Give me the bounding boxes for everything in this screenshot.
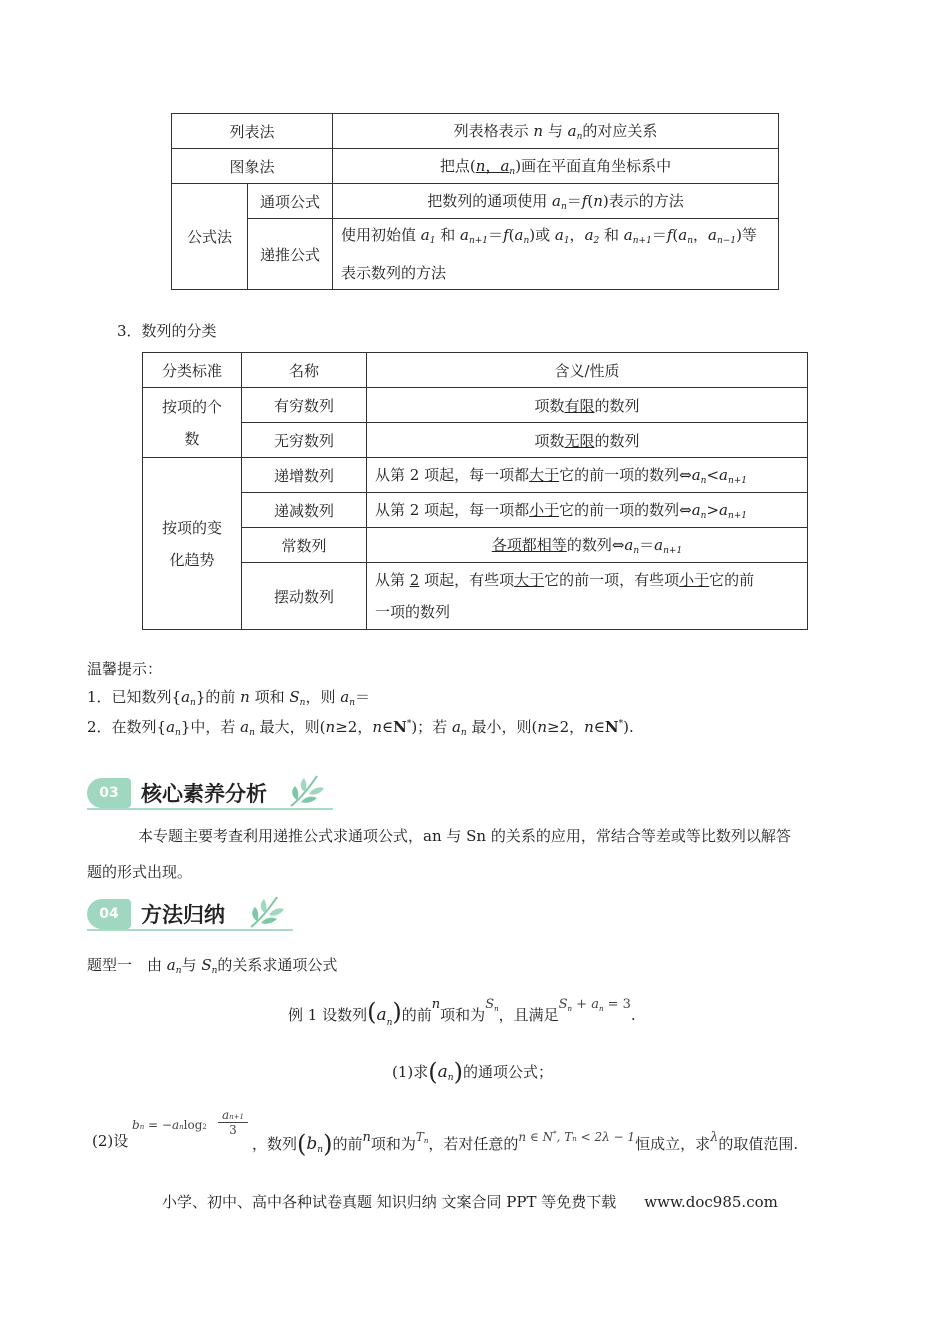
representation-table bbox=[171, 113, 779, 290]
table-cell: 把点(n，$a_n$)画在平面直角坐标系中 bbox=[333, 149, 779, 184]
table-cell: 从第 2 项起，每一项都大于它的前一项的数列$\Leftrightarrow a_n<a_{n+1}$ bbox=[367, 458, 808, 493]
table-cell: 各项都相等的数列$\Leftrightarrow a_n=a_{n+1}$ bbox=[367, 528, 808, 563]
table-cell: 有穷数列 bbox=[242, 388, 367, 423]
recursive-desc-line2: 表示数列的方法 bbox=[341, 264, 447, 282]
leaf-icon bbox=[247, 895, 287, 931]
table-cell: 从第 2 项起，有些项大于它的前一项，有些项小于它的前 一项的数列 bbox=[367, 563, 808, 630]
table-cell: 按项的个 数 bbox=[143, 388, 242, 458]
table-cell: 把数列的通项使用 $a_n=f(n)$表示的方法 bbox=[333, 184, 779, 219]
table-cell: 从第 2 项起，每一项都小于它的前一项的数列$\Leftrightarrow a_n>a_{n+1}$ bbox=[367, 493, 808, 528]
table-cell: 递减数列 bbox=[242, 493, 367, 528]
section-title: 方法归纳 bbox=[141, 903, 225, 927]
table-cell: 通项公式 bbox=[248, 184, 333, 219]
section-title: 核心素养分析 bbox=[141, 782, 267, 806]
recursive-desc-line1: 使用初始值 $a_1$ 和 $a_{n+1}=f(a_n)$或 $a_1$，$a_2$ 和 $a_{n+1}=f(a_n$，$a_{n-1}$)等 bbox=[341, 226, 757, 246]
table-cell: 项数无限的数列 bbox=[367, 423, 808, 458]
classification-table bbox=[142, 352, 808, 630]
table-cell: 项数有限的数列 bbox=[367, 388, 808, 423]
footer-url[interactable]: www.doc985.com bbox=[644, 1193, 778, 1211]
table-cell: 递增数列 bbox=[242, 458, 367, 493]
table-cell bbox=[333, 219, 779, 290]
table-cell: 公式法 bbox=[172, 184, 248, 290]
table-header: 名称 bbox=[242, 353, 367, 388]
table-header: 含义/性质 bbox=[367, 353, 808, 388]
table-cell: 列表格表示 n 与 $a_n$的对应关系 bbox=[333, 114, 779, 149]
tip-1: 1．已知数列$\{a_n\}$的前 n 项和 $S_n$，则 $a_n=$ bbox=[87, 688, 370, 708]
table-cell: 图象法 bbox=[172, 149, 333, 184]
table-cell: 摆动数列 bbox=[242, 563, 367, 630]
table-cell: 列表法 bbox=[172, 114, 333, 149]
tips-title: 温馨提示： bbox=[87, 660, 163, 678]
section-banner-04 bbox=[87, 897, 297, 931]
example-1: 例 1 设数列$(a_n)$的前n项和为$S_n$，且满足$S_n + a_n = 3$. bbox=[288, 997, 636, 1028]
tip-2: 2．在数列$\{a_n\}$中，若 $a_n$ 最大，则(n≥2，n∈N*)；若 $a_n$ 最小，则(n≥2，n∈N*). bbox=[87, 718, 634, 738]
problem-type-heading: 题型一 由 $a_n$与 $S_n$的关系求通项公式 bbox=[87, 956, 338, 976]
table-cell: 常数列 bbox=[242, 528, 367, 563]
table-cell: 按项的变 化趋势 bbox=[143, 458, 242, 630]
section-number: 04 bbox=[87, 899, 131, 929]
analysis-text: 题的形式出现。 bbox=[87, 863, 193, 881]
table-header: 分类标准 bbox=[143, 353, 242, 388]
question-2: (2)设 bn = −anlog2 an+1 3 ，数列$(b_n)$的前n项和为$^{Tn}$，若对任意的$^{n \in N^*, Tn < 2\lambda - 1}$恒成立，求λ的取值范围. bbox=[92, 1108, 799, 1158]
leaf-icon bbox=[287, 774, 327, 810]
section-heading: 3．数列的分类 bbox=[117, 322, 217, 340]
analysis-text: 本专题主要考查利用递推公式求通项公式，an 与 Sn 的关系的应用，常结合等差或等比数列以解答 bbox=[138, 827, 791, 845]
footer-text: 小学、初中、高中各种试卷真题 知识归纳 文案合同 PPT 等免费下载 bbox=[162, 1193, 617, 1211]
section-banner-03 bbox=[87, 776, 337, 810]
section-number: 03 bbox=[87, 778, 131, 808]
table-cell: 无穷数列 bbox=[242, 423, 367, 458]
footer bbox=[162, 1191, 778, 1212]
question-1: (1)求$(a_n)$的通项公式； bbox=[392, 1058, 553, 1086]
table-cell: 递推公式 bbox=[248, 219, 333, 290]
